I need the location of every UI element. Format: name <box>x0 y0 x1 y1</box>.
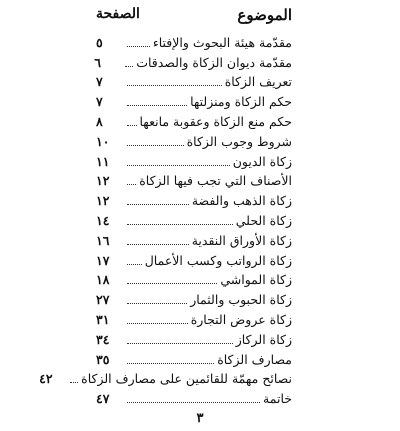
dot-leader <box>127 323 188 324</box>
dot-leader <box>127 303 187 304</box>
toc-entry-title: خاتمة <box>263 391 292 407</box>
toc-entry <box>96 30 292 50</box>
dot-leader <box>127 125 137 126</box>
toc-entry-title: زكاة الركاز <box>235 331 292 347</box>
toc-entry-page: ٨ <box>96 113 103 129</box>
dot-leader <box>127 46 150 47</box>
toc-entry-title: مقدّمة هيئة البحوث والإفتاء <box>152 34 292 50</box>
toc-entry <box>96 386 292 406</box>
toc-entry-page: ١٢ <box>96 173 110 189</box>
dot-leader <box>127 244 189 245</box>
dot-leader <box>127 402 260 403</box>
toc-entry-page: ١٢ <box>96 193 110 209</box>
toc-entry-page: ١١ <box>96 153 110 169</box>
toc-entry-page: ٣١ <box>96 311 110 327</box>
toc-entry-title: زكاة الحبوب والثمار <box>190 292 292 308</box>
toc-entry-title: حكم منع الزكاة وعقوبة مانعها <box>139 113 292 129</box>
toc-entry <box>96 287 292 307</box>
page-number: ٣ <box>196 411 204 426</box>
toc-entry-title: زكاة عروض التجارة <box>190 311 292 327</box>
toc-entry-page: ٣٤ <box>96 331 110 347</box>
toc-entry <box>96 109 292 129</box>
toc-entry-title: زكاة المواشي <box>220 272 292 288</box>
dot-leader <box>127 184 136 185</box>
toc-entry <box>96 228 292 248</box>
toc-entry-title: تعريف الزكاة <box>224 74 292 90</box>
dot-leader <box>127 105 187 106</box>
toc-entry-page: ٤٧ <box>96 391 110 407</box>
dot-leader <box>127 283 217 284</box>
toc-entry-title: الأصناف التي تجب فيها الزكاة <box>139 173 292 189</box>
topic-column-heading: الموضوع <box>237 6 292 24</box>
toc-entry-page: ٧ <box>96 74 103 90</box>
toc-entry-page: ١٨ <box>96 272 110 288</box>
toc-entry-title: زكاة الديون <box>232 153 292 169</box>
toc-entry <box>96 307 292 327</box>
toc-entry-title: زكاة الذهب والفضة <box>191 193 292 209</box>
table-of-contents <box>39 30 292 407</box>
toc-entry-page: ٤٢ <box>39 371 53 387</box>
dot-leader <box>127 145 184 146</box>
toc-entry <box>96 347 292 367</box>
toc-entry <box>96 208 292 228</box>
toc-entry <box>96 89 292 109</box>
toc-entry <box>96 268 292 288</box>
toc-entry-page: ١٠ <box>96 133 110 149</box>
toc-entry-page: ١٦ <box>96 232 110 248</box>
toc-entry <box>96 327 292 347</box>
toc-entry-title: زكاة الحلي <box>235 212 292 228</box>
dot-leader <box>127 224 233 225</box>
toc-header <box>96 6 400 28</box>
toc-entry <box>96 50 292 70</box>
dot-leader <box>127 165 230 166</box>
toc-entry-page: ٢٧ <box>96 292 110 308</box>
toc-entry <box>96 149 292 169</box>
toc-entry <box>39 367 292 387</box>
toc-entry-title: نصائح مهمّة للقائمين على مصارف الزكاة <box>81 371 292 387</box>
toc-entry-page: ٦ <box>94 54 101 70</box>
toc-entry-title: حكم الزكاة ومنزلتها <box>190 94 292 110</box>
toc-entry <box>96 169 292 189</box>
toc-entry-title: زكاة الرواتب وكسب الأعمال <box>144 252 292 268</box>
toc-entry-page: ٧ <box>96 94 103 110</box>
toc-entry-title: مصارف الزكاة <box>217 351 292 367</box>
toc-entry-page: ٥ <box>96 34 103 50</box>
toc-entry-page: ٣٥ <box>96 351 110 367</box>
toc-entry <box>96 248 292 268</box>
toc-entry-page: ١٧ <box>96 252 110 268</box>
toc-entry <box>96 70 292 90</box>
page-column-heading: الصفحة <box>96 6 140 22</box>
toc-entry-title: شروط وجوب الزكاة <box>186 133 292 149</box>
dot-leader <box>127 343 233 344</box>
dot-leader <box>127 264 142 265</box>
toc-entry-page: ١٤ <box>96 212 110 228</box>
dot-leader <box>127 363 214 364</box>
dot-leader <box>127 85 222 86</box>
toc-entry <box>96 129 292 149</box>
dot-leader <box>127 204 189 205</box>
toc-entry <box>96 188 292 208</box>
toc-entry-title: زكاة الأوراق النقدية <box>191 232 292 248</box>
dot-leader <box>70 382 78 383</box>
toc-entry-title: مقدّمة ديوان الزكاة والصدقات <box>136 54 292 70</box>
dot-leader <box>125 66 133 67</box>
